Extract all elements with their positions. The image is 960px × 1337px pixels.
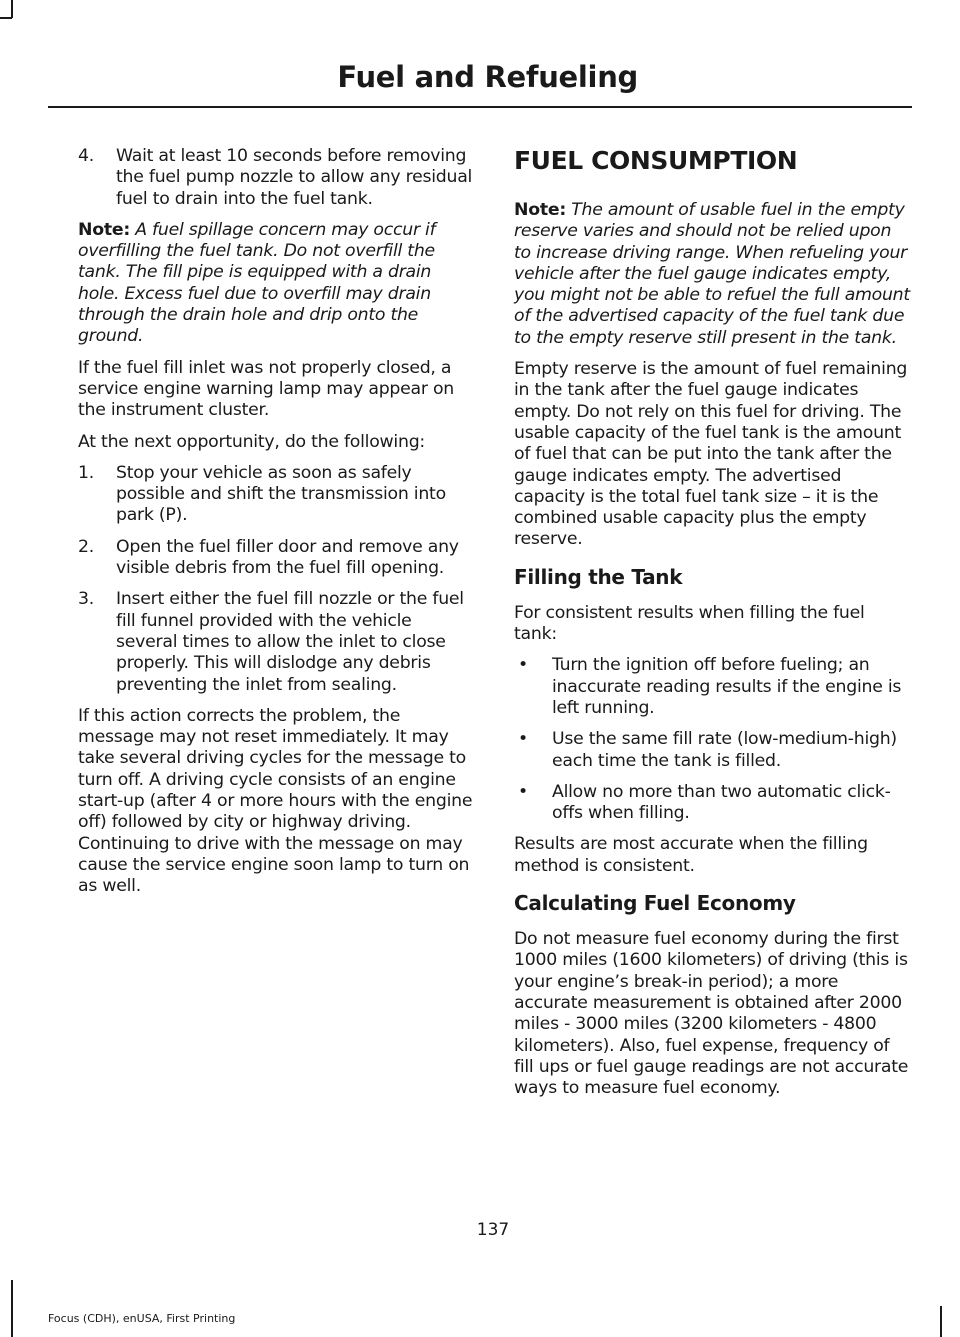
step-number: 3. [78,589,94,610]
step-number: 1. [78,462,94,483]
paragraph-empty-reserve: Empty reserve is the amount of fuel remaining in the tank after the fuel gauge indicates empty. Do not rely on this fuel for driving. The usable capacity of the fuel tank is the amount of fuel that can be put into the tank after the gauge indicates empty. The advertised capacity is the total fuel tank size – it is the combined usable capacity plus the empty reserve. [514,359,908,550]
step-number: 4. [78,146,94,166]
bullet-marker: • [518,655,528,676]
step-text: Wait at least 10 seconds before removing the fuel pump nozzle to allow any residual fuel to drain into the fuel tank. [116,146,473,209]
paragraph-driving-cycles: If this action corrects the problem, the message may not reset immediately. It may take several driving cycles for the message to turn off. A driving cycle consists of an engine start-up (after 4 or more hours with the engine off) followed by city or highway driving. Continuing to drive with the message on may cause the service engine soon lamp to turn on as well. [78,705,473,897]
subheading-filling-the-tank: Filling the Tank [514,564,683,589]
paragraph-inlet-warning: If the fuel fill inlet was not properly closed, a service engine warning lamp may appear on the instrument cluster. [78,357,454,421]
paragraph-consistent-results: For consistent results when filling the fuel tank: [514,602,865,645]
list-item-step-3 [78,589,474,695]
list-item-ignition-off [514,655,910,719]
bullet-text: Allow no more than two automatic click-offs when filling. [552,781,891,824]
crop-mark-top-left-horizontal [0,17,12,19]
right-column [514,146,910,1109]
header-rule [48,106,912,108]
paragraph-measure-fuel-economy: Do not measure fuel economy during the first 1000 miles (1600 kilometers) of driving (this is your engine’s break-in period); a more accurate measurement is obtained after 2000 miles - 3000 miles (3200 kilometers - 4800 kilometers). Also, fuel expense, frequency of fill ups or fuel gauge readings are not accurate ways to measure fuel economy. [514,929,909,1099]
step-text: Stop your vehicle as soon as safely possible and shift the transmission into park (P). [116,462,446,526]
step-text: Insert either the fuel fill nozzle or the fuel fill funnel provided with the vehicle several times to allow the inlet to close properly. This will dislodge any debris preventing the inlet from sealing. [116,589,464,695]
page-number: 137 [476,1220,510,1240]
note-text: The amount of usable fuel in the empty reserve varies and should not be relied upon to increase driving range. When refueling your vehicle after the fuel gauge indicates empty, you might not be able to refuel the full amount of the advertised capacity of the fuel tank due to the empty reserve still present in the tank. [514,200,910,348]
step-list-continued [78,146,474,210]
step-list [78,463,474,696]
note-fuel-spillage [78,220,474,348]
note-label: Note: [78,219,130,240]
note-text: A fuel spillage concern may occur if overfilling the fuel tank. Do not overfill the tank. The fill pipe is equipped with a drain hole. Excess fuel due to overfill may drain through the drain hole and drip onto the ground. [78,219,436,347]
list-item-step-2 [78,537,474,580]
list-item-click-offs [514,782,910,825]
left-column [78,146,474,908]
note-empty-reserve [514,200,910,349]
bullet-marker: • [518,729,528,750]
list-item-fill-rate [514,729,910,772]
bullet-text: Turn the ignition off before fueling; an inaccurate reading results if the engine is left running. [552,655,902,718]
footer-edition-info: Focus (CDH), enUSA, First Printing [48,1312,236,1325]
crop-mark-bottom-right-vertical [940,1306,942,1337]
step-number: 2. [78,536,94,557]
section-title-fuel-consumption: FUEL CONSUMPTION [514,146,798,175]
bullet-list-filling-tips [514,655,910,824]
bullet-text: Use the same fill rate (low-medium-high) each time the tank is filled. [552,729,897,771]
subheading-calculating-fuel-economy: Calculating Fuel Economy [514,891,796,916]
note-label: Note: [514,200,566,220]
paragraph-next-opportunity: At the next opportunity, do the following: [78,431,425,452]
list-item-step-4 [78,146,474,210]
page-header-title: Fuel and Refueling [337,60,638,94]
crop-mark-top-left-vertical [11,0,13,18]
paragraph-filling-method: Results are most accurate when the filling method is consistent. [514,834,868,876]
list-item-step-1 [78,463,474,527]
step-text: Open the fuel filler door and remove any visible debris from the fuel fill opening. [116,536,459,579]
crop-mark-bottom-left-vertical [11,1280,13,1337]
bullet-marker: • [518,781,528,802]
